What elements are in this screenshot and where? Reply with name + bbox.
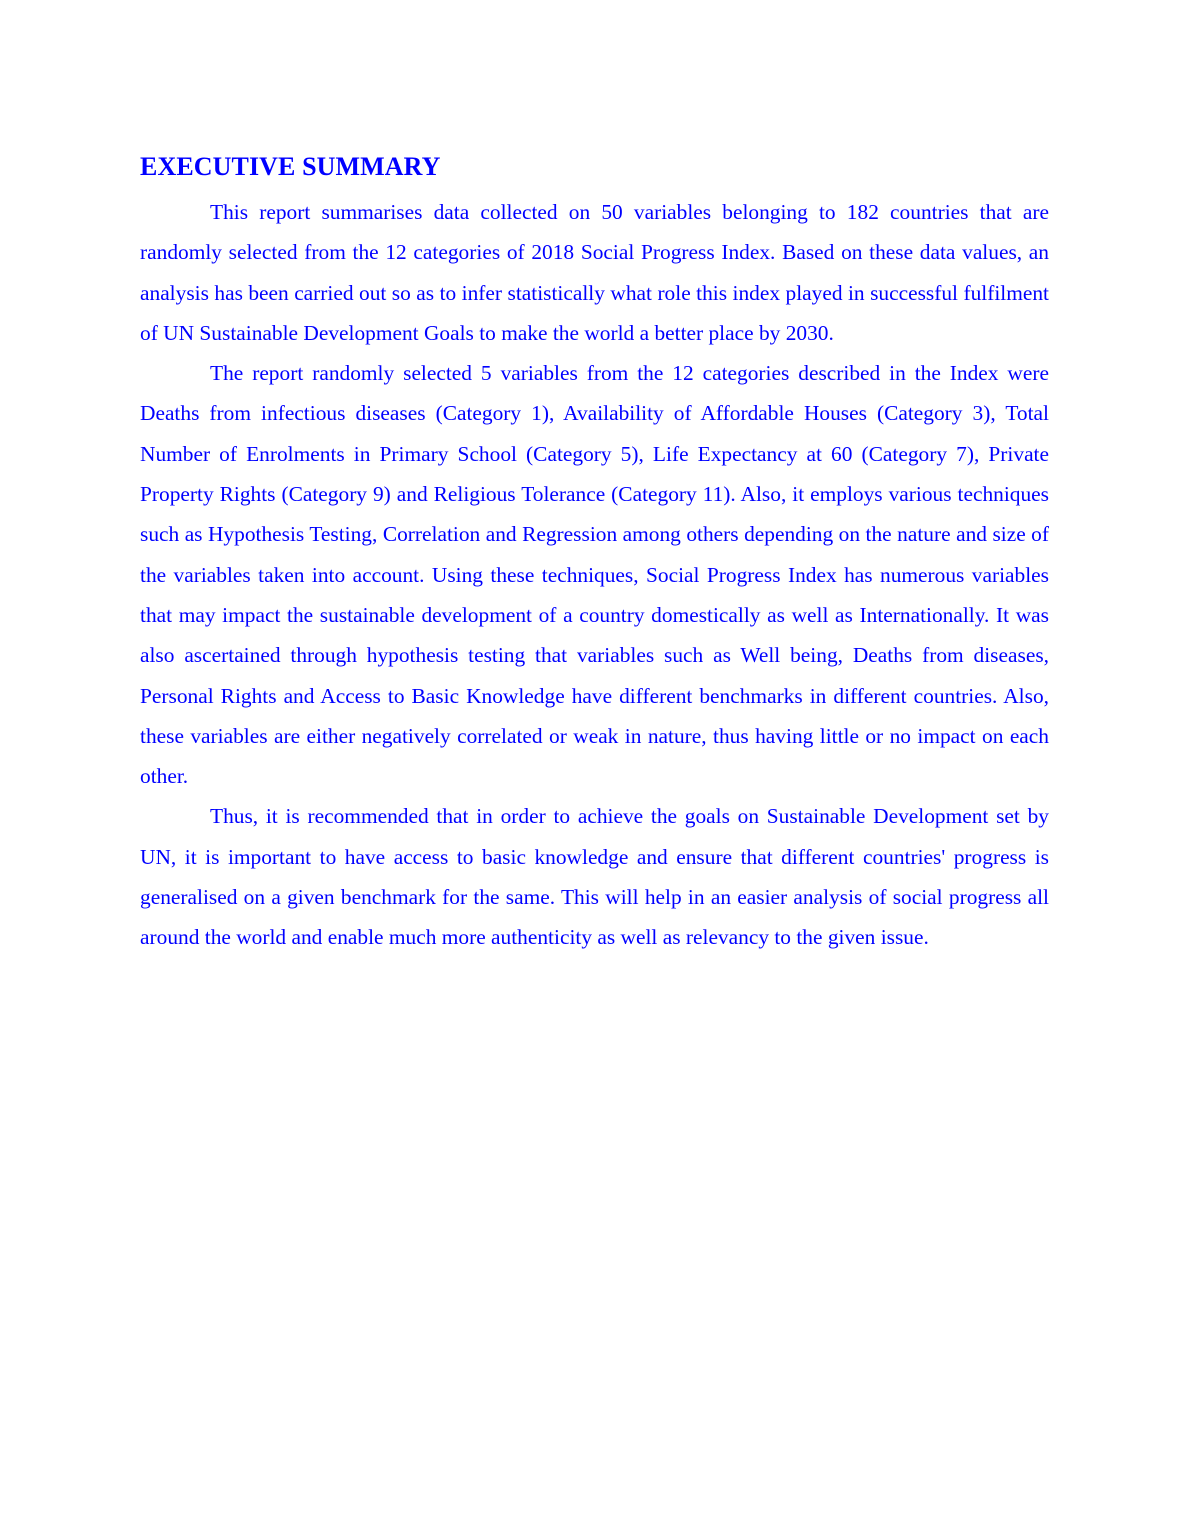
document-body <box>140 148 1049 958</box>
paragraph-recommendation: Thus, it is recommended that in order to achieve the goals on Sustainable Development set by UN, it is important to have access to basic knowledge and ensure that different countries' progress is generalised on a given benchmark for the same. This will help in an easier analysis of social progress all around the world and enable much more authenticity as well as relevancy to the given issue. <box>140 804 1049 950</box>
paragraph-methodology: The report randomly selected 5 variables from the 12 categories described in the Index were Deaths from infectious diseases (Category 1), Availability of Affordable Houses (Category 3), Total Number of Enrolments in Primary School (Category 5), Life Expectancy at 60 (Category 7), Private Property Rights (Category 9) and Religious Tolerance (Category 11). Also, it employs various techniques such as Hypothesis Testing, Correlation and Regression among others depending on the nature and size of the variables taken into account. Using these techniques, Social Progress Index has numerous variables that may impact the sustainable development of a country domestically as well as Internationally. It was also ascertained through hypothesis testing that variables such as Well being, Deaths from diseases, Personal Rights and Access to Basic Knowledge have different benchmarks in different countries. Also, these variables are either negatively correlated or weak in nature, thus having little or no impact on each other. <box>140 361 1049 789</box>
paragraph-introduction: This report summarises data collected on 50 variables belonging to 182 countries that are randomly selected from the 12 categories of 2018 Social Progress Index. Based on these data values, an analysis has been carried out so as to infer statistically what role this index played in successful fulfilment of UN Sustainable Development Goals to make the world a better place by 2030. <box>140 200 1049 345</box>
section-heading: EXECUTIVE SUMMARY <box>140 152 441 181</box>
